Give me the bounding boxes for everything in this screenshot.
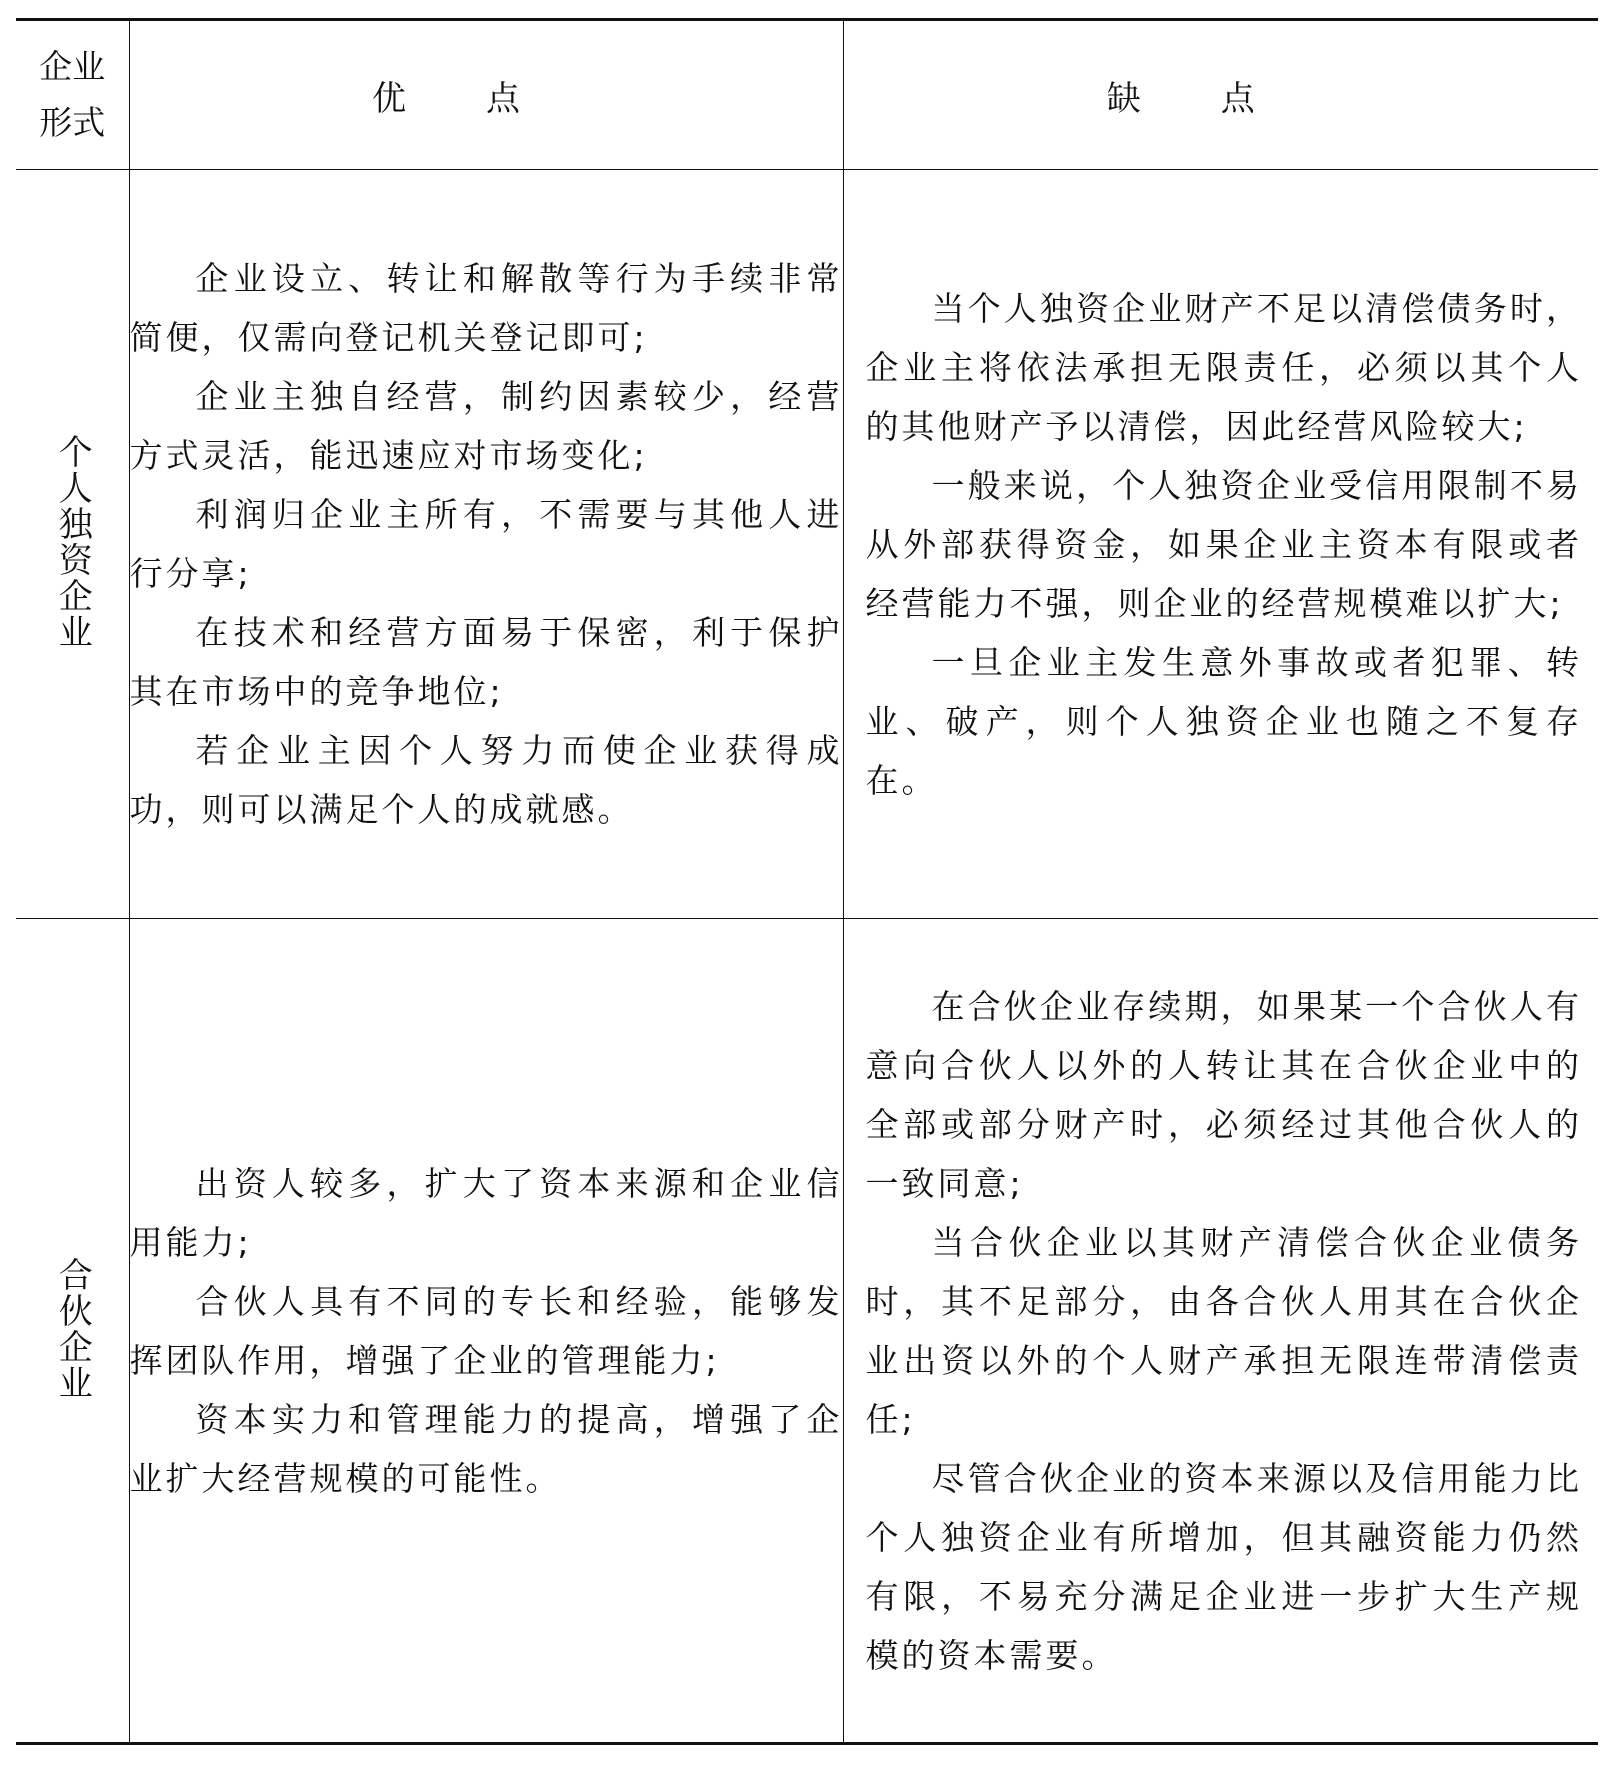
cons-paragraph: 在合伙企业存续期，如果某一个合伙人有意向合伙人以外的人转让其在合伙企业中的全部或部分财产时，必须经过其他合伙人的一致同意; [865, 986, 1582, 1203]
row-form-cell [16, 919, 129, 1744]
cons-paragraph: 一旦企业主发生意外事故或者犯罪、转业、破产，则个人独资企业也随之不复存在。 [865, 642, 1582, 800]
cons-cell [843, 919, 1598, 1744]
pros-paragraph: 在技术和经营方面易于保密，利于保护其在市场中的竞争地位; [129, 613, 843, 711]
cons-paragraph: 当合伙企业以其财产清偿合伙企业债务时，其不足部分，由各合伙人用其在合伙企业出资以外的个人财产承担无限连带清偿责任; [865, 1222, 1582, 1439]
row-form-label: 合伙企业 [52, 1256, 93, 1401]
table-row-partnership [16, 919, 1598, 1744]
table-header-row [16, 20, 1598, 170]
table-row-sole-proprietorship [16, 170, 1598, 919]
enterprise-comparison-table [16, 18, 1598, 1745]
pros-paragraph: 企业主独自经营，制约因素较少，经营方式灵活，能迅速应对市场变化; [129, 377, 843, 475]
header-cons: 缺点 [843, 20, 1598, 170]
pros-paragraph: 合伙人具有不同的专长和经验，能够发挥团队作用，增强了企业的管理能力; [129, 1281, 843, 1380]
header-form-cell [16, 20, 129, 170]
cons-paragraph: 一般来说，个人独资企业受信用限制不易从外部获得资金，如果企业主资本有限或者经营能力不强，则企业的经营规模难以扩大; [865, 465, 1582, 623]
cons-paragraph: 尽管合伙企业的资本来源以及信用能力比个人独资企业有所增加，但其融资能力仍然有限，不易充分满足企业进一步扩大生产规模的资本需要。 [865, 1458, 1582, 1675]
header-pros: 优点 [129, 20, 843, 170]
pros-cell [129, 170, 843, 919]
pros-paragraph: 出资人较多，扩大了资本来源和企业信用能力; [129, 1163, 843, 1262]
row-form-label: 个人独资企业 [52, 434, 93, 650]
pros-paragraph: 资本实力和管理能力的提高，增强了企业扩大经营规模的可能性。 [129, 1399, 843, 1498]
pros-paragraph: 企业设立、转让和解散等行为手续非常简便，仅需向登记机关登记即可; [129, 259, 843, 357]
pros-paragraph: 利润归企业主所有，不需要与其他人进行分享; [129, 495, 843, 593]
cons-cell [843, 170, 1598, 919]
header-form-line2: 形式 [39, 103, 106, 142]
pros-cell [129, 919, 843, 1744]
row-form-cell [16, 170, 129, 919]
pros-paragraph: 若企业主因个人努力而使企业获得成功，则可以满足个人的成就感。 [129, 731, 843, 829]
cons-paragraph: 当个人独资企业财产不足以清偿债务时，企业主将依法承担无限责任，必须以其个人的其他财产予以清偿，因此经营风险较大; [865, 288, 1582, 446]
header-form-line1: 企业 [39, 47, 106, 86]
